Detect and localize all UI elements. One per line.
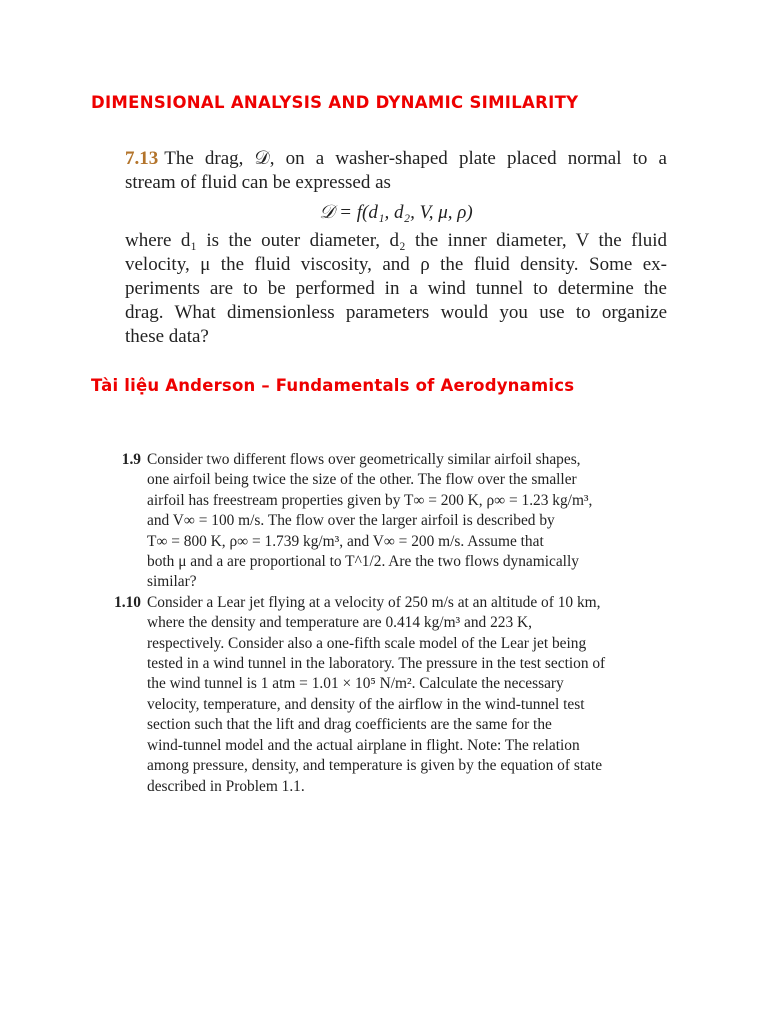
problem-line: drag. What dimensionless parameters would you use to organize — [125, 302, 667, 323]
problem-1-10 — [105, 593, 665, 797]
problem-line: one airfoil being twice the size of the other. The flow over the smaller — [147, 471, 577, 489]
problem-7-13 — [125, 147, 667, 349]
problem-number: 7.13 — [125, 148, 159, 169]
problem-line: airfoil has freestream properties given by T∞ = 200 K, ρ∞ = 1.23 kg/m³, — [147, 491, 593, 509]
problem-line: where the density and temperature are 0.414 kg/m³ and 223 K, — [147, 614, 532, 632]
problem-line: velocity, μ the fluid viscosity, and ρ the fluid density. Some ex- — [125, 254, 667, 275]
problem-1-9 — [105, 450, 665, 593]
problem-line: similar? — [147, 573, 197, 591]
problem-line: T∞ = 800 K, ρ∞ = 1.739 kg/m³, and V∞ = 200 m/s. Assume that — [147, 532, 544, 550]
drag-equation: 𝒟 = f(d₁, d₂, V, μ, ρ) — [319, 202, 473, 223]
problem-line: stream of fluid can be expressed as — [125, 172, 391, 193]
problem-text: The drag, 𝒟, on a washer-shaped plate placed normal to a — [164, 148, 667, 169]
problem-line: tested in a wind tunnel in the laboratory. The pressure in the test section of — [147, 655, 606, 673]
problem-line: wind-tunnel model and the actual airplane in flight. Note: The relation — [147, 736, 580, 754]
problem-line: and V∞ = 100 m/s. The flow over the larger airfoil is described by — [147, 512, 555, 530]
problem-number: 1.9 — [121, 451, 141, 468]
problem-line: section such that the lift and drag coefficients are the same for the — [147, 716, 552, 734]
problem-line: periments are to be performed in a wind tunnel to determine the — [125, 278, 667, 299]
problem-line: velocity, temperature, and density of the airflow in the wind-tunnel test — [147, 695, 585, 713]
problem-line: respectively. Consider also a one-fifth scale model of the Lear jet being — [147, 634, 587, 652]
problem-line: these data? — [125, 326, 209, 347]
problem-line — [125, 147, 667, 171]
problem-line: among pressure, density, and temperature is given by the equation of state — [147, 757, 603, 775]
problem-line: Consider a Lear jet flying at a velocity of 250 m/s at an altitude of 10 km, — [147, 593, 601, 611]
problem-line: where d₁ is the outer diameter, d₂ the inner diameter, V the fluid — [125, 230, 667, 251]
section-title: DIMENSIONAL ANALYSIS AND DYNAMIC SIMILARITY — [91, 93, 579, 112]
problem-line: the wind tunnel is 1 atm = 1.01 × 10⁵ N/m². Calculate the necessary — [147, 675, 564, 693]
problem-line: Consider two different flows over geometrically similar airfoil shapes, — [147, 451, 581, 468]
problem-line: described in Problem 1.1. — [147, 777, 305, 795]
problem-line: both μ and a are proportional to T^1/2. Are the two flows dynamically — [147, 553, 579, 571]
anderson-problems — [105, 450, 665, 797]
source-title: Tài liệu Anderson – Fundamentals of Aerodynamics — [91, 376, 575, 395]
problem-number: 1.10 — [114, 593, 141, 611]
